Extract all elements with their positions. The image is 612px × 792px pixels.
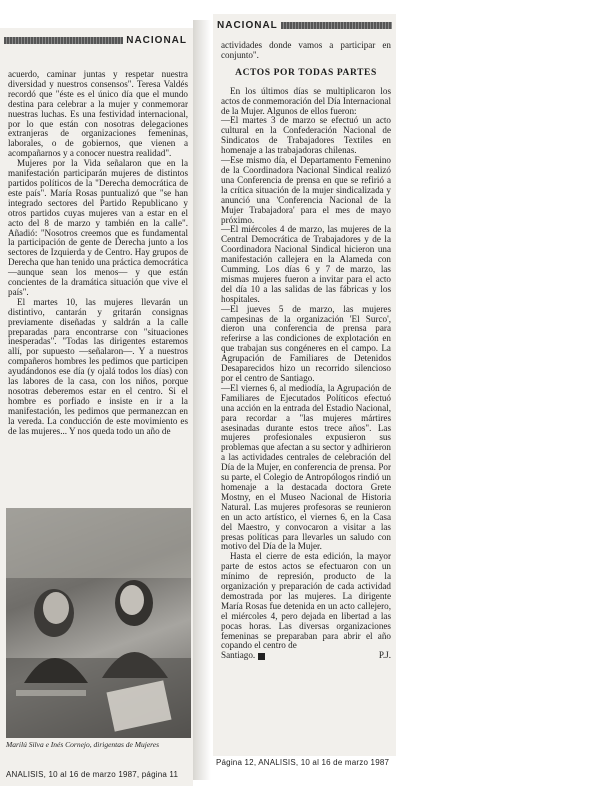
- page-gutter: [193, 20, 211, 780]
- right-paragraph: —Ese mismo día, el Departamento Femenino de la Coordinadora Nacional Sindical realizó una Conferencia de prensa en que se refirió a la crítica situación de la mujer sindicalizada y anunció una 'Conferencia Nacional de la Mujer Trabajadora' para el mes de mayo próximo.: [221, 155, 391, 225]
- article-signoff-row: [221, 651, 391, 661]
- left-paragraph: Mujeres por la Vida señalaron que en la manifestación participarán mujeres de distintos partidos políticos de la "Derecha democrática de este país". María Rosas puntualizó que "se han integrado sectores del Partido Republicano y otros partidos cuyas mujeres van a estar en el acto del 8 de marzo y también en la calle". Añadió: "Nosotros creemos que es fundamental la participación de gente de Derecha junto a los sectores de Izquierda y de Centro. Hay grupos de Derecha que han tenido una práctica democrática —aunque sean los menos— y que están concientes de la dramática situación que vive el país".: [8, 158, 188, 297]
- right-paragraph: En los últimos días se multiplicaron los actos de conmemoración del Día Internacional de la Mujer. Algunos de ellos fueron:: [221, 85, 392, 116]
- right-page-footer: Página 12, ANALISIS, 10 al 16 de marzo 1987: [216, 758, 390, 767]
- closing-word: Santiago.: [221, 650, 256, 661]
- right-paragraph: Hasta el cierre de esta edición, la mayor parte de estos actos se efectuaron con un mínimo de represión, producto de la organización y preparación de cada actividad demostrada por las mujeres. La dirigente María Rosas fue detenida en un acto callejero, el miércoles 4, pero dejada en libertad a las pocas horas. Las diversas organizaciones femeninas se preparaban para abrir el año copando el centro de: [221, 551, 391, 651]
- left-section-header: [4, 33, 190, 47]
- photo-illustration: [6, 508, 191, 738]
- end-mark-icon: [258, 653, 265, 660]
- left-article-column: [8, 70, 188, 437]
- header-rule: [281, 22, 392, 29]
- right-section-label: NACIONAL: [217, 19, 278, 31]
- lead-paragraph: actividades donde vamos a participar en conjunto".: [221, 40, 391, 60]
- right-paragraph: —El miércoles 4 de marzo, las mujeres de la Central Democrática de Trabajadores y de la Coordinadora Nacional Sindical hicieron una manifestación callejera en la Alameda con Cumming. Los días 6 y 7 de marzo, las mismas mujeres fueron a invitar para el acto del día 10 a las salidas de las fábricas y los hospitales.: [221, 224, 391, 304]
- right-paragraph: —El martes 3 de marzo se efectuó un acto cultural en la Confederación Nacional de Sindicatos de Trabajadores Textiles en homenaje a las trabajadoras chilenas.: [221, 115, 391, 156]
- article-headline: ACTOS POR TODAS PARTES: [235, 67, 377, 78]
- left-paragraph: acuerdo, caminar juntas y respetar nuestra diversidad y nuestros consensos". Teresa Valdés recordó que "éste es el único día que el mundo destina para celebrar a la mujer y conmemorar nuestras luchas. Es una festividad internacional, por lo que están con nosotras delegaciones extranjeras de organizaciones femeninas, laborales, o de gobiernos, que vienen a acompañarnos y a conocer nuestra realidad".: [8, 69, 188, 159]
- right-paragraph: —El viernes 6, al mediodía, la Agrupación de Familiares de Ejecutados Políticos efectuó una acción en la entrada del Estadio Nacional, para recordar a "las mujeres mártires asesinadas durante estos trece años". Las mujeres profesionales expusieron sus problemas que afectan a su sector y adhirieron a las actividades centrales de celebración del Día de la Mujer, en conferencia de prensa. Por su parte, el Colegio de Antropólogos rindió un homenaje a la destacada doctora Grete Mostny, en el Museo Nacional de Historia Natural. Las mujeres profesoras se reunieron en un acto artístico, el viernes 6, en la Casa del Maestro, y convocaron a visitar a las presas políticas para llevarles un saludo con motivo del Día de la Mujer.: [221, 382, 391, 552]
- header-rule: [4, 37, 123, 44]
- right-paragraph: —El jueves 5 de marzo, las mujeres campesinas de la organización 'El Surco', dieron una conferencia de prensa para referirse a las condiciones de explotación en que trabajan sus congéneres en el campo. La Agrupación de Familiares de Detenidos Desaparecidos hizo un recorrido silencioso por el centro de Santiago.: [221, 303, 391, 383]
- right-section-header: [214, 18, 392, 32]
- photo-caption: Marilú Silva e Inés Cornejo, dirigentas de Mujeres: [6, 740, 160, 749]
- left-section-label: NACIONAL: [126, 34, 187, 46]
- left-paragraph: El martes 10, las mujeres llevarán un distintivo, cantarán y gritarán consignas previamente diseñadas y saldrán a la calle preparadas para encontrarse con "situaciones inesperadas". "Todas las dirigentes estaremos allí, por supuesto —señalaron—. Y a nuestros compañeros hombres les pedimos que participen ayudándonos ese día (y ojalá todos los días) con las labores de la casa, con los niños, porque nosotras deberemos estar en el centro. Si el hombre es porfiado e insiste en ir a la manifestación, les pedimos que permanezcan en la vereda. La conducción de este movimiento es de las mujeres... Y nos queda todo un año de: [8, 296, 188, 436]
- left-page-footer: ANALISIS, 10 al 16 de marzo 1987, página 11: [6, 770, 179, 779]
- right-article-column: [221, 41, 391, 661]
- women-leaders-photo: [6, 508, 191, 738]
- closing-line: [221, 651, 265, 661]
- author-initials: P.J.: [378, 650, 391, 661]
